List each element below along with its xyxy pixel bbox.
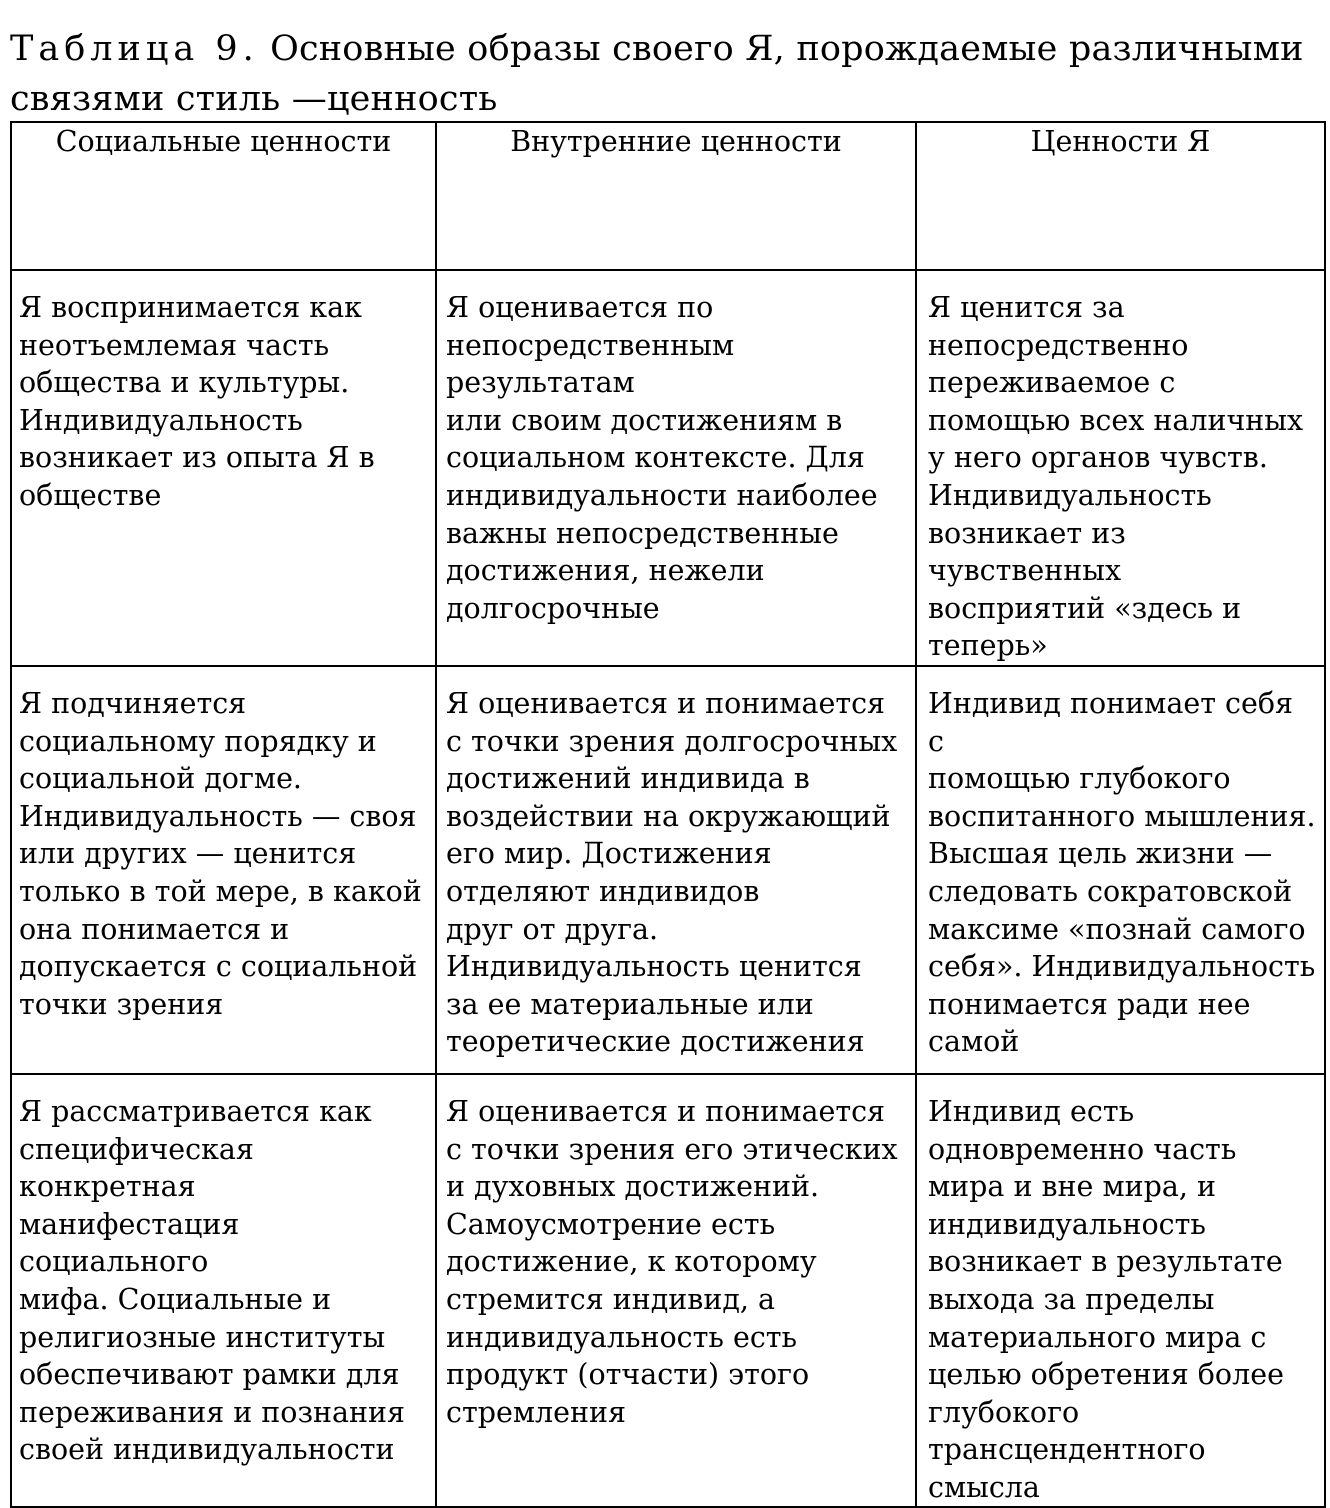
header-social-values: Социальные ценности: [11, 122, 436, 270]
table-cell: [436, 666, 916, 1074]
cell-text: Индивид понимает себя с помощью глубокого воспитанного мышления. Высшая цель жизни — следовать сократовской максиме «познай самого себя». Индивидуальность понимается ради нее самой: [928, 686, 1316, 1059]
table-title: Основные образы своего Я, порождаемые различными связями стиль —ценность: [10, 29, 1304, 119]
table-header-row: [11, 122, 1325, 270]
table-cell: [436, 270, 916, 666]
header-inner-values: Внутренние ценности: [436, 122, 916, 270]
table-row: [11, 666, 1325, 1074]
cell-text: Индивид есть одновременно часть мира и вне мира, и индивидуальность возникает в результате выхода за пределы материального мира с целью обретения более глубокого трансцендентного смысла: [928, 1094, 1284, 1504]
self-images-table: [10, 121, 1326, 1508]
cell-text: Я ценится за непосредственно переживаемое с помощью всех наличных у него органов чувств. Индивидуальность возникает из чувственных восприятий «здесь и теперь»: [928, 291, 1304, 663]
cell-text: Я оценивается и понимается с точки зрения его этических и духовных достижений. Самоусмотрение есть достижение, к которому стремится индивид, а индивидуальность есть продукт (отчасти) этого стремления: [446, 1094, 898, 1429]
cell-text: Я рассматривается как специфическая конкретная манифестация социального мифа. Социальные и религиозные институты обеспечивают рамки для переживания и познания своей индивидуальности: [19, 1094, 405, 1467]
header-self-values: Ценности Я: [916, 122, 1325, 270]
cell-text: Я оценивается и понимается с точки зрения долгосрочных достижений индивида в воздействии на окружающий его мир. Достижения отделяют индивидов друг от друга. Индивидуальность ценится за ее материальные или теоретические достижения: [446, 686, 898, 1059]
cell-text: Я подчиняется социальному порядку и социальной догме. Индивидуальность — своя или других — ценится только в той мере, в какой она понимается и допускается с социальной точки зрения: [19, 686, 422, 1021]
table-row: [11, 1074, 1325, 1508]
table-cell: [11, 666, 436, 1074]
table-row: [11, 270, 1325, 666]
table-cell: [916, 1074, 1325, 1508]
cell-text: Я воспринимается как неотъемлемая часть общества и культуры. Индивидуальность возникает из опыта Я в обществе: [19, 291, 375, 512]
table-cell: [11, 1074, 436, 1508]
table-cell: [916, 270, 1325, 666]
table-cell: [11, 270, 436, 666]
cell-text: Я оценивается по непосредственным результатам или своим достижениям в социальном контексте. Для индивидуальности наиболее важны непосредственные достижения, нежели долгосрочные: [446, 291, 878, 625]
table-caption: [10, 24, 1310, 124]
table-cell: [436, 1074, 916, 1508]
table-number-label: Таблица 9.: [10, 29, 259, 69]
table-cell: [916, 666, 1325, 1074]
